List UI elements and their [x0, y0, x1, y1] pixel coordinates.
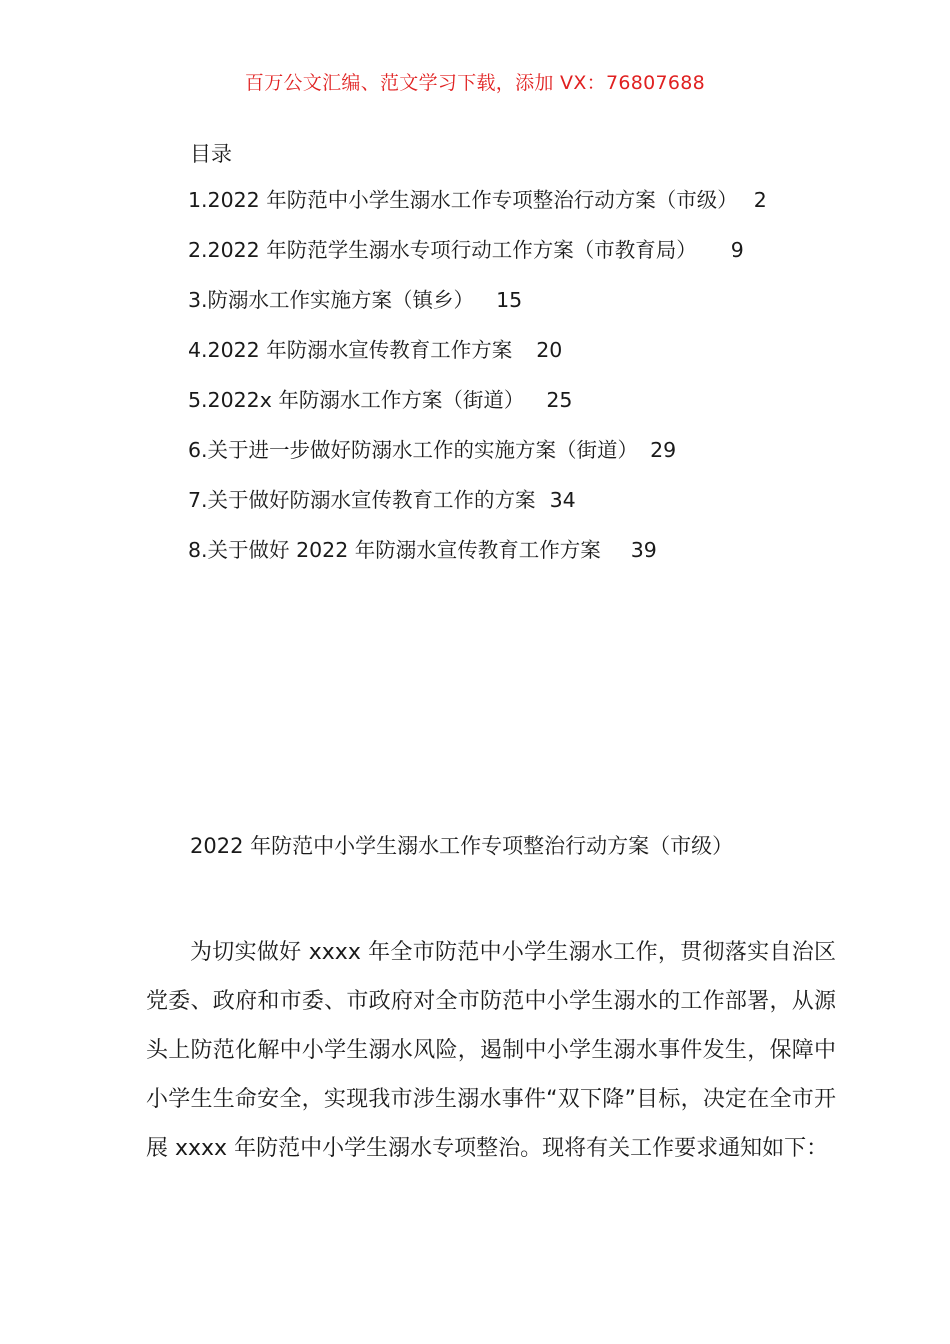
toc-item-page: 25 [546, 388, 573, 412]
toc-item-page: 29 [650, 438, 677, 462]
watermark-header: 百万公文汇编、范文学习下载，添加 VX：76807688 [244, 72, 706, 94]
toc-item-title: 3.防溺水工作实施方案（镇乡） [188, 288, 475, 312]
toc-item-title: 8.关于做好 2022 年防溺水宣传教育工作方案 [188, 538, 601, 562]
toc-item-page: 9 [730, 238, 744, 262]
toc-item-title: 5.2022x 年防溺水工作方案（街道） [188, 388, 525, 412]
toc-item-title: 6.关于进一步做好防溺水工作的实施方案（街道） [188, 438, 639, 462]
toc-item[interactable] [188, 186, 767, 236]
toc-item[interactable] [188, 536, 767, 586]
toc-item[interactable] [188, 286, 767, 336]
toc-item[interactable] [188, 436, 767, 486]
toc-item-title: 7.关于做好防溺水宣传教育工作的方案 [188, 488, 536, 512]
toc-item-title: 2.2022 年防范学生溺水专项行动工作方案（市教育局） [188, 238, 697, 262]
toc-item-page: 20 [536, 338, 563, 362]
toc-item-page: 15 [496, 288, 523, 312]
toc-title: 目录 [190, 142, 232, 166]
toc-item-page: 34 [549, 488, 576, 512]
toc-item-title: 4.2022 年防溺水宣传教育工作方案 [188, 338, 513, 362]
toc-item[interactable] [188, 236, 767, 286]
toc-item-page: 2 [753, 188, 767, 212]
toc-item-page: 39 [630, 538, 657, 562]
document-title: 2022 年防范中小学生溺水工作专项整治行动方案（市级） [190, 834, 734, 858]
toc-item[interactable] [188, 386, 767, 436]
toc-item-title: 1.2022 年防范中小学生溺水工作专项整治行动方案（市级） [188, 188, 738, 212]
toc-item[interactable] [188, 336, 767, 386]
table-of-contents [188, 186, 767, 586]
body-paragraph: 为切实做好 xxxx 年全市防范中小学生溺水工作，贯彻落实自治区党委、政府和市委、市政府对全市防范中小学生溺水的工作部署，从源头上防范化解中小学生溺水风险，遏制中小学生溺水事件发生，保障中小学生生命安全，实现我市涉生溺水事件“双下降”目标，决定在全市开展 xxxx 年防范中小学生溺水专项整治。现将有关工作要求通知如下： [146, 940, 836, 1161]
toc-item[interactable] [188, 486, 767, 536]
